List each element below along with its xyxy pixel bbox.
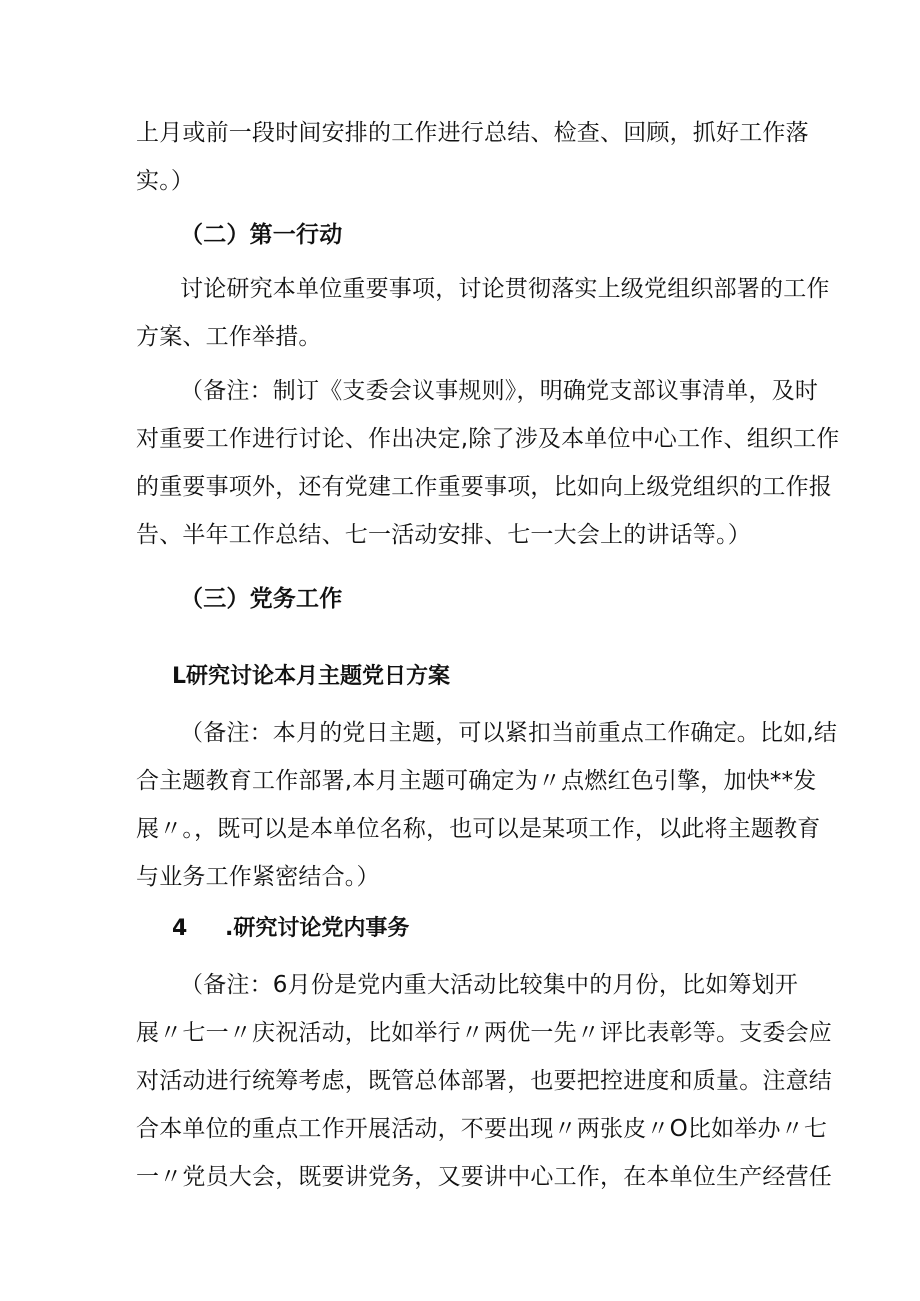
section-heading-2: （二）第一行动 [180, 222, 343, 248]
note-line: 对重要工作进行讨论、作出决定,除了涉及本单位中心工作、组织工作 [136, 426, 840, 452]
item-heading-4-number: 4 [172, 916, 188, 941]
note-line: 展〃。，既可以是本单位名称，也可以是某项工作，以此将主题教育 [136, 816, 821, 842]
note-line: （备注：制订《支委会议事规则》，明确党支部议事清单，及时 [180, 378, 819, 404]
paragraph-line: 实。） [136, 168, 195, 194]
note-line: 一〃党员大会，既要讲党务，又要讲中心工作，在本单位生产经营任 [136, 1164, 832, 1190]
paragraph-line: 上月或前一段时间安排的工作进行总结、检查、回顾，抓好工作落 [136, 120, 809, 146]
paragraph-line: 讨论研究本单位重要事项，讨论贯彻落实上级党组织部署的工作 [180, 276, 830, 302]
note-line: 合本单位的重点工作开展活动，不要出现〃两张皮〃O比如举办〃七 [136, 1116, 828, 1142]
note-line: 对活动进行统筹考虑，既管总体部署，也要把控进度和质量。注意结 [136, 1068, 832, 1094]
note-line: 展〃七一〃庆祝活动，比如举行〃两优一先〃评比表彰等。支委会应 [136, 1020, 832, 1046]
note-line: 告、半年工作总结、七一活动安排、七一大会上的讲话等。） [136, 522, 751, 548]
item-heading-l: L研究讨论本月主题党日方案 [172, 664, 451, 689]
paragraph-line: 方案、工作举措。 [136, 324, 322, 350]
item-heading-4-text: .研究讨论党内事务 [225, 916, 410, 941]
note-line: 的重要事项外，还有党建工作重要事项，比如向上级党组织的工作报 [136, 474, 832, 500]
note-line: 与业务工作紧密结合。） [136, 864, 380, 890]
note-line: （备注：本月的党日主题，可以紧扣当前重点工作确定。比如,结 [180, 720, 838, 746]
section-heading-3: （三）党务工作 [180, 586, 343, 612]
note-line: （备注：6月份是党内重大活动比较集中的月份，比如筹划开 [180, 972, 799, 998]
note-line: 合主题教育工作部署,本月主题可确定为〃点燃红色引擎，加快**发 [136, 768, 817, 794]
